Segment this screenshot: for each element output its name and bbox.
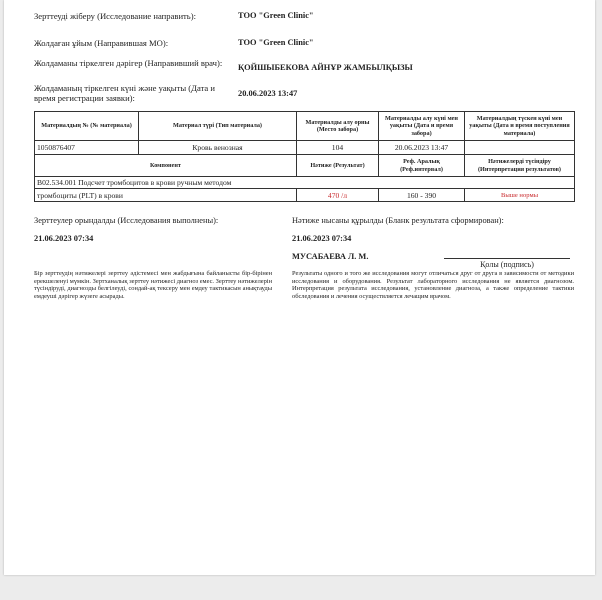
header-received-date: Материалдың түскен күні мен уақыты (Дата и время поступления материала) bbox=[465, 112, 575, 141]
header-collection-place: Материалды алу орны (Место забора) bbox=[297, 112, 379, 141]
result-row bbox=[35, 189, 575, 202]
field-registration-date bbox=[34, 83, 574, 109]
field-value: 20.06.2023 13:47 bbox=[238, 89, 298, 98]
formed-date: 21.06.2023 07:34 bbox=[292, 234, 352, 243]
header-interpretation: Нәтижелерді түсіндіру (Интерпретация результатов) bbox=[465, 155, 575, 177]
field-label: Жолдаманы тіркелген дәрігер (Направивший врач): bbox=[34, 58, 223, 68]
result-header-row bbox=[35, 155, 575, 177]
signature-line bbox=[444, 258, 570, 259]
header-result: Нәтиже (Результат) bbox=[297, 155, 379, 177]
document-sheet bbox=[4, 0, 595, 575]
field-referring-org bbox=[34, 33, 574, 57]
header-material-number: Материалдың № (№ материала) bbox=[35, 112, 139, 141]
signature-label: Қолы (подпись) bbox=[480, 260, 534, 269]
field-send-to bbox=[34, 8, 574, 33]
header-reference: Реф. Аралық (Реф.интервал) bbox=[379, 155, 465, 177]
test-group-row bbox=[35, 177, 575, 189]
field-value: ҚОЙШЫБЕКОВА АЙНҰР ЖАМБЫЛҚЫЗЫ bbox=[238, 63, 413, 72]
material-number: 1050876407 bbox=[35, 141, 139, 155]
performed-label: Зерттеулер орындалды (Исследования выполнены): bbox=[34, 216, 219, 225]
received-date bbox=[465, 141, 575, 155]
field-value: ТОО "Green Clinic" bbox=[238, 38, 314, 47]
disclaimer-kz: Бір зерттеудің нәтижелері зерттеу әдістемесі мен жабдығына байланысты бір-бірінен ерекшеленуі мүмкін. Зертханалық зерттеу нәтижесі диагноз емес. Зерттеу нәтижелерін түсіндіруді, диагнозды белгілеуді, сондай-ақ тексеру мен емдеу тактикасын анықтауды емдеуші дәрігер жүзеге асырады. bbox=[34, 270, 272, 300]
result-reference: 160 - 390 bbox=[379, 189, 465, 202]
field-label: Зерттеуді жіберу (Исследование направить): bbox=[34, 11, 196, 21]
result-component: тромбоциты (PLT) в крови bbox=[35, 189, 297, 202]
field-label: Жолдаған ұйым (Направившая МО): bbox=[34, 38, 169, 48]
result-value: 470 /л bbox=[297, 189, 379, 202]
lab-doctor-name: МУСАБАЕВА Л. М. bbox=[292, 252, 369, 261]
material-row bbox=[35, 141, 575, 155]
disclaimer-ru: Результаты одного и того же исследования могут отличаться друг от друга в зависимости от методики исследования и оборудования. Результат лабораторного исследования не является диагнозом. Интерпретация результата исследования, установление диагноза, а также определение тактики обследования и лечения осуществляется лечащим врачом. bbox=[292, 270, 574, 300]
material-header-row bbox=[35, 112, 575, 141]
collection-date: 20.06.2023 13:47 bbox=[379, 141, 465, 155]
header-collection-date: Материалды алу күні мен уақыты (Дата и время забора) bbox=[379, 112, 465, 141]
referral-fields bbox=[34, 8, 574, 109]
material-type: Кровь венозная bbox=[139, 141, 297, 155]
result-interpretation: Выше нормы bbox=[465, 189, 575, 202]
field-value: ТОО "Green Clinic" bbox=[238, 11, 314, 20]
header-material-type: Материал түрі (Тип материала) bbox=[139, 112, 297, 141]
collection-place: 104 bbox=[297, 141, 379, 155]
test-group-name: B02.534.001 Подсчет тромбоцитов в крови ручным методом bbox=[35, 177, 575, 189]
field-referring-doctor bbox=[34, 57, 574, 83]
formed-label: Нәтиже нысаны құрылды (Бланк результата сформирован): bbox=[292, 216, 504, 225]
results-table bbox=[34, 111, 575, 202]
performed-date: 21.06.2023 07:34 bbox=[34, 234, 94, 243]
header-component: Компонент bbox=[35, 155, 297, 177]
field-label: Жолдаманың тіркелген күні және уақыты (Дата и время регистрации заявки): bbox=[34, 83, 215, 103]
